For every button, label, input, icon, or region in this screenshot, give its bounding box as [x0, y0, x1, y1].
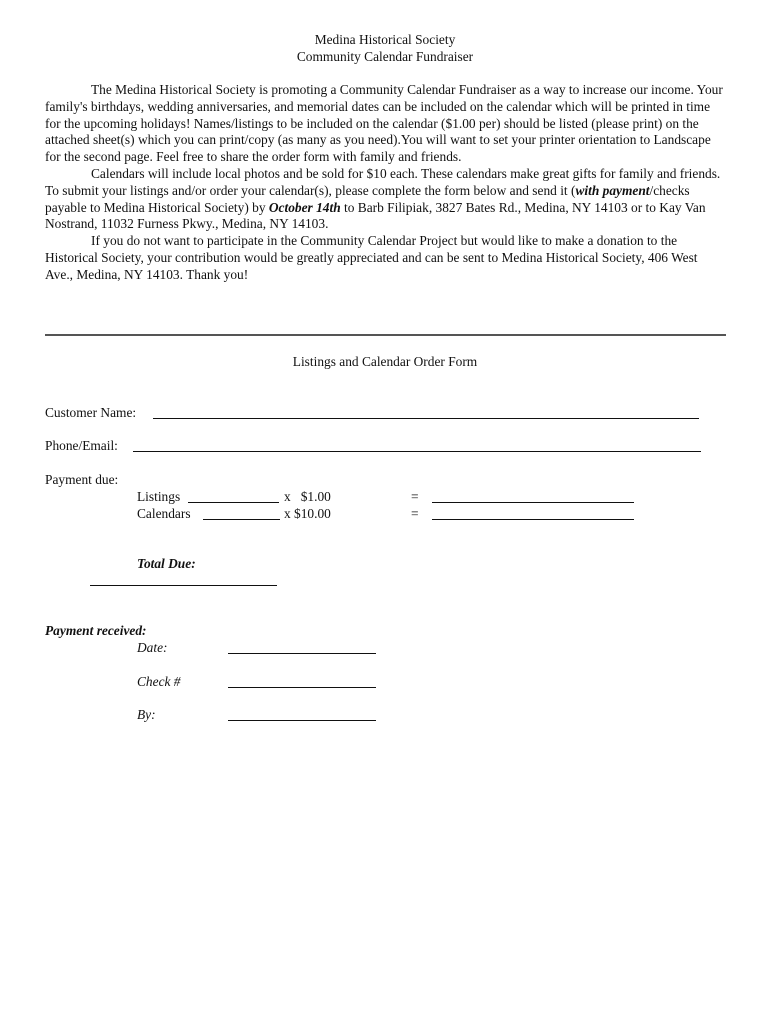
received-by-field[interactable]: [228, 708, 376, 721]
form-title: Listings and Calendar Order Form: [292, 354, 478, 369]
listings-equals: =: [411, 489, 419, 504]
received-by-label: By:: [137, 707, 156, 722]
intro-p2-text-b: /checks payable to Medina Historical Society) by: [45, 182, 690, 215]
intro-p2-text-c: to Barb Filipiak, 3827 Bates Rd., Medina, NY 14103 or to Kay Van Nostrand, 11032 Furness Pkwy., Medina, NY 14103.: [45, 199, 706, 232]
intro-p2-text-a: Calendars will include local photos and be sold for $10 each. These calendars make great gifts for family and friends. To submit your listings and/or order your calendar(s), please complete the form below and send it (: [45, 165, 721, 198]
date-field[interactable]: [228, 641, 376, 654]
intro-paragraph-1: The Medina Historical Society is promoting a Community Calendar Fundraiser as a way to increase our income. Your family's birthdays, wedding anniversaries, and memorial dates can be included on the calendar which will be printed in time for the upcoming holidays! Names/listings to be included on the calendar ($1.00 per) should be listed (please print) on the attached sheet(s) which you can print/copy (as many as you need).You will want to set your printer orientation to Landscape for the second page. Feel free to share the order form with family and friends.: [45, 82, 723, 165]
total-due-label: Total Due:: [137, 556, 196, 571]
document-subtitle: Community Calendar Fundraiser: [296, 49, 474, 64]
listings-total-field[interactable]: [432, 490, 634, 503]
phone-email-field[interactable]: [133, 439, 701, 452]
check-number-field[interactable]: [228, 675, 376, 688]
calendars-quantity-field[interactable]: [203, 507, 280, 520]
calendars-price: x $10.00: [284, 506, 331, 521]
customer-name-field[interactable]: [153, 406, 699, 419]
listings-quantity-field[interactable]: [188, 490, 279, 503]
calendars-label: Calendars: [137, 506, 191, 521]
calendars-total-field[interactable]: [432, 507, 634, 520]
calendars-equals: =: [411, 506, 419, 521]
payment-due-label: Payment due:: [45, 472, 119, 487]
check-number-label: Check #: [137, 674, 181, 689]
intro-p2-deadline: October 14th: [268, 199, 341, 215]
total-due-field[interactable]: [90, 573, 277, 586]
document-title: Medina Historical Society: [314, 32, 456, 47]
payment-received-label: Payment received:: [45, 623, 147, 638]
intro-p2-with-payment: with payment: [575, 182, 650, 198]
phone-email-label: Phone/Email:: [45, 438, 118, 453]
date-label: Date:: [137, 640, 168, 655]
listings-price: x $1.00: [284, 489, 331, 504]
intro-paragraph-3: If you do not want to participate in the Community Calendar Project but would like to make a donation to the Historical Society, your contribution would be greatly appreciated and can be sent to Medina Historical Society, 406 West Ave., Medina, NY 14103. Thank you!: [45, 233, 698, 282]
intro-text: [45, 82, 727, 284]
listings-label: Listings: [137, 489, 181, 504]
section-divider: [45, 334, 726, 336]
intro-paragraph-2: [45, 166, 727, 233]
customer-name-label: Customer Name:: [45, 405, 137, 420]
